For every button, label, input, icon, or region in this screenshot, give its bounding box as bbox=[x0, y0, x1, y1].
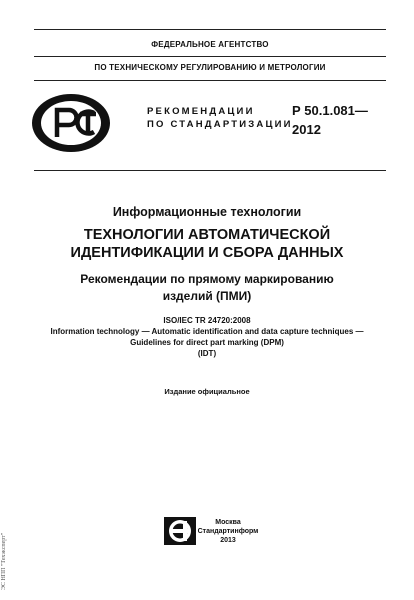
publisher-city: Москва bbox=[215, 519, 241, 526]
document-number bbox=[292, 101, 368, 139]
subtitle bbox=[20, 271, 394, 305]
document-type-line-1: РЕКОМЕНДАЦИИ bbox=[147, 106, 255, 117]
document-type-line-2: ПО СТАНДАРТИЗАЦИИ bbox=[147, 119, 293, 130]
publisher-year: 2013 bbox=[220, 537, 236, 544]
header-bottom-rule bbox=[34, 80, 386, 81]
edition-label: Издание официальное bbox=[164, 387, 250, 396]
subtitle-line-1: Рекомендации по прямому маркированию bbox=[80, 272, 334, 286]
international-standard bbox=[20, 315, 394, 359]
gost-r-certification-mark-icon bbox=[30, 92, 112, 154]
main-title-line-2: ИДЕНТИФИКАЦИИ И СБОРА ДАННЫХ bbox=[70, 245, 344, 261]
agency-line-1: ФЕДЕРАЛЬНОЕ АГЕНТСТВО bbox=[151, 40, 269, 49]
main-title bbox=[20, 226, 394, 262]
main-title-line-1: ТЕХНОЛОГИИ АВТОМАТИЧЕСКОЙ bbox=[83, 227, 331, 243]
title-field: Информационные технологии bbox=[112, 205, 302, 219]
standartinform-logo-icon bbox=[163, 516, 197, 546]
document-number-code: Р 50.1.081— bbox=[292, 103, 368, 118]
document-type bbox=[147, 105, 293, 131]
iso-title-line-1: Information technology — Automatic identification and data capture techniques — bbox=[50, 327, 364, 336]
subtitle-line-2: изделий (ПМИ) bbox=[162, 289, 252, 303]
publisher-info bbox=[196, 518, 260, 545]
agency-line-2: ПО ТЕХНИЧЕСКОМУ РЕГУЛИРОВАНИЮ И МЕТРОЛОГИИ bbox=[94, 63, 326, 72]
agency-divider bbox=[34, 56, 386, 57]
iso-title-line-2: Guidelines for direct part marking (DPM) bbox=[130, 338, 284, 347]
designation-bottom-rule bbox=[34, 170, 386, 171]
iso-code: ISO/IEC TR 24720:2008 bbox=[163, 316, 251, 325]
side-watermark-text: ЭС НПП "Техэксперт" bbox=[1, 532, 7, 590]
document-number-year: 2012 bbox=[292, 122, 321, 137]
publisher-name: Стандартинформ bbox=[197, 528, 259, 535]
top-rule bbox=[34, 29, 386, 30]
iso-equivalence: (IDT) bbox=[197, 349, 217, 358]
